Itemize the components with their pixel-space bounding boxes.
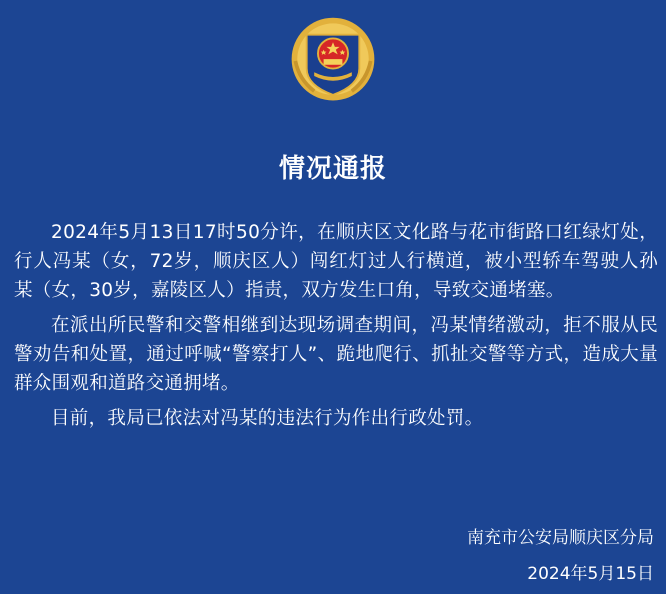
police-emblem-icon [286, 14, 380, 108]
issue-date: 2024年5月15日 [527, 564, 654, 584]
paragraph-2: 在派出所民警和交警相继到达现场调查期间，冯某情绪激动，拒不服从民警劝告和处置，通过呼喊“警察打人”、跪地爬行、抓扯交警等方式，造成大量群众围观和道路交通拥堵。 [14, 315, 658, 394]
notice-body [14, 218, 658, 439]
issuer-signature: 南充市公安局顺庆区分局 [467, 528, 654, 548]
paragraph-3: 目前，我局已依法对冯某的违法行为作出行政处罚。 [51, 408, 484, 429]
paragraph-1: 2024年5月13日17时50分许，在顺庆区文化路与花市街路口红绿灯处，行人冯某（女，72岁，顺庆区人）闯红灯过人行横道，被小型轿车驾驶人孙某（女，30岁，嘉陵区人）指责，双方发生口角，导致交通堵塞。 [14, 222, 658, 301]
notice-title: 情况通报 [278, 154, 387, 184]
